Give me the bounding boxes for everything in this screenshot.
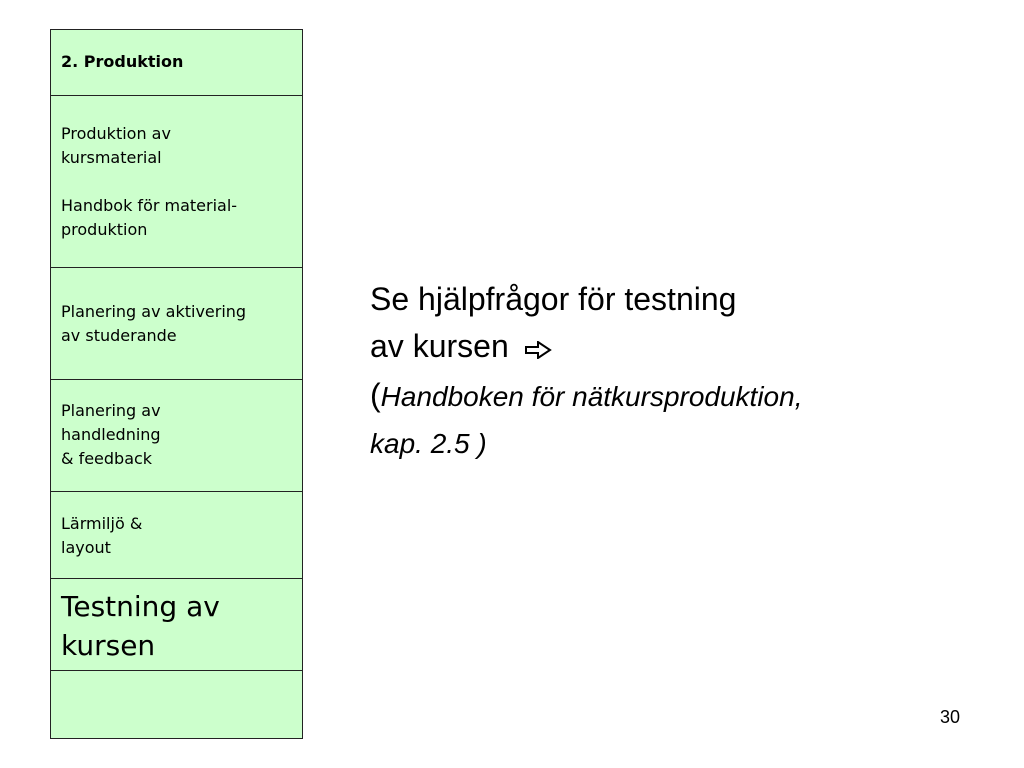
testing-note — [370, 276, 930, 467]
note-paren: ( — [370, 377, 381, 414]
cell-text: Produktion av — [61, 124, 171, 143]
cell-text: Lärmiljö & — [61, 514, 143, 533]
note-reference: kap. 2.5 ) — [370, 428, 487, 460]
table-header-cell — [51, 30, 302, 95]
cell-text: layout — [61, 538, 111, 557]
cell-text: & feedback — [61, 449, 153, 468]
cell-text: Testning av — [61, 590, 220, 623]
table-cell-testing — [51, 578, 302, 670]
table-cell-environment — [51, 491, 302, 578]
right-arrow-outline-icon — [524, 325, 552, 372]
note-line: Se hjälpfrågor för testning — [370, 281, 737, 317]
cell-text: produktion — [61, 220, 148, 239]
cell-text: Handbok för material- — [61, 196, 238, 215]
page-number: 30 — [939, 707, 961, 727]
cell-text: kursmaterial — [61, 148, 162, 167]
note-reference: Handboken för nätkursproduktion, — [380, 381, 803, 413]
cell-text: kursen — [61, 629, 156, 662]
table-cell-material — [51, 95, 302, 267]
cell-text: Planering av aktivering — [61, 302, 247, 321]
note-line: av kursen — [370, 328, 509, 364]
cell-text: Planering av — [61, 401, 161, 420]
cell-text: handledning — [61, 425, 161, 444]
cell-text: av studerande — [61, 326, 177, 345]
table-cell-activation — [51, 267, 302, 379]
production-steps-table — [50, 29, 303, 739]
table-cell-guidance — [51, 379, 302, 491]
table-header: 2. Produktion — [61, 52, 184, 71]
table-cell-empty — [51, 670, 302, 738]
